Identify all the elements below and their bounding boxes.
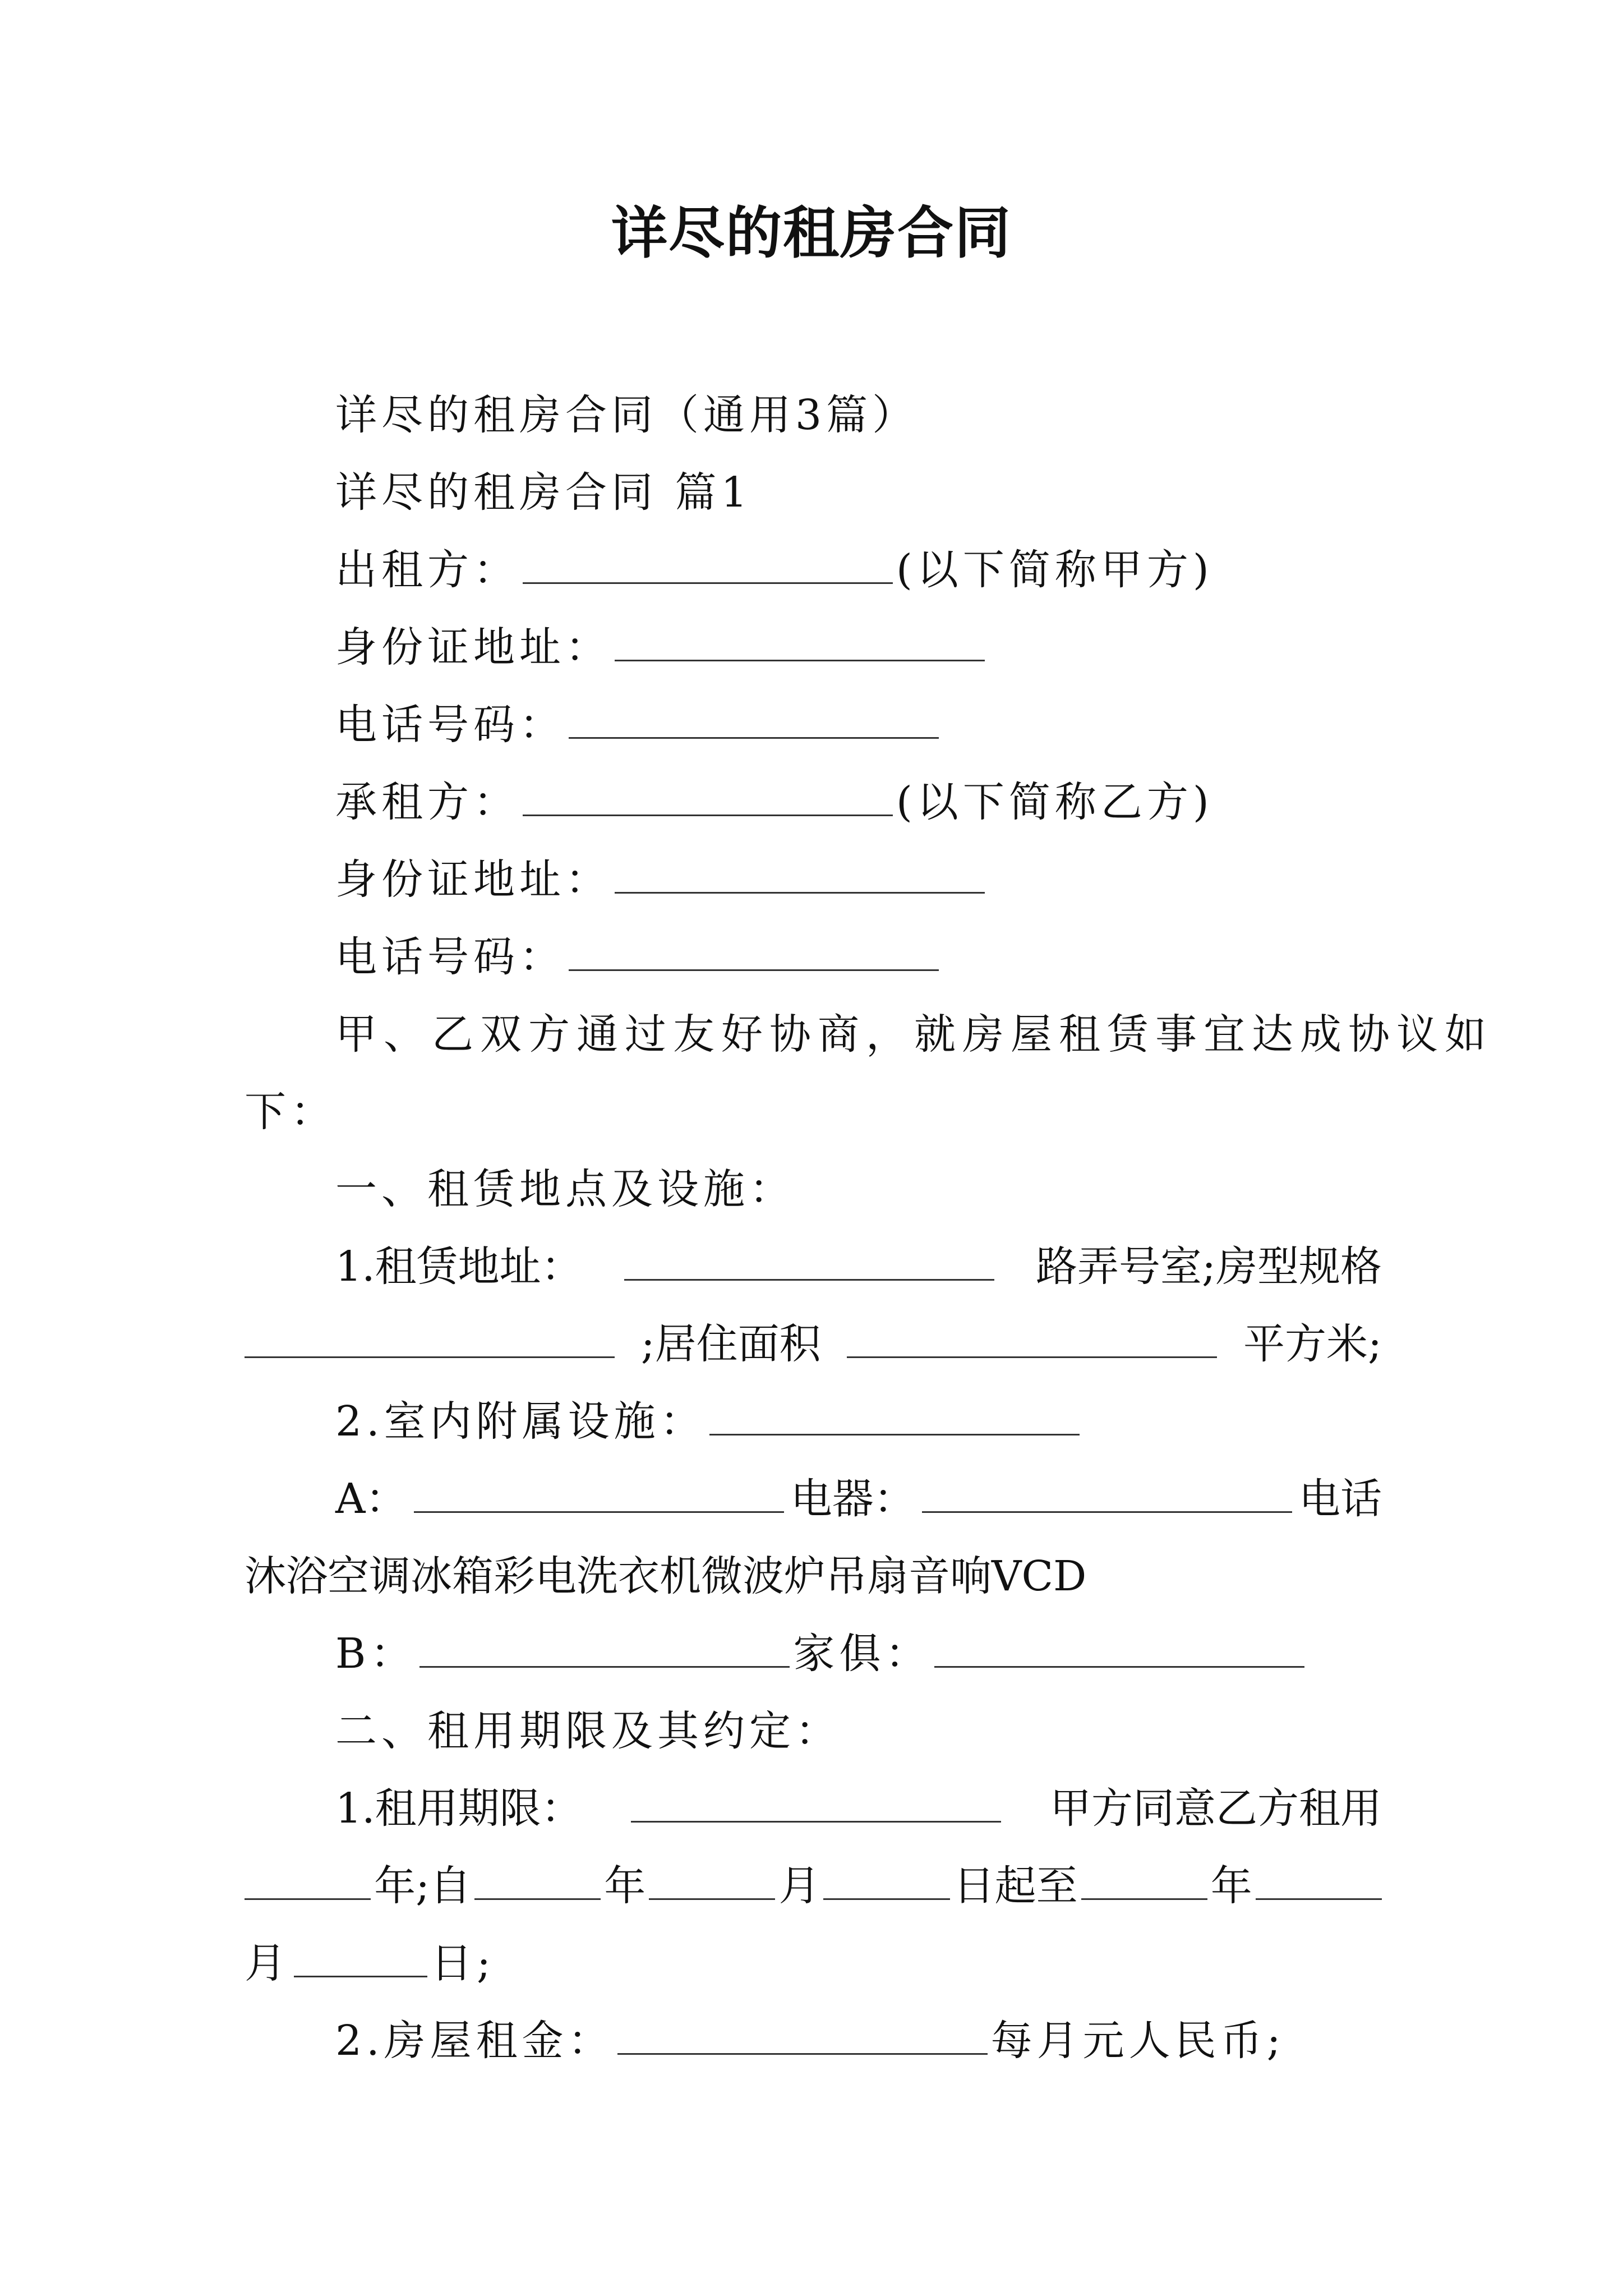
lessor-phone-blank[interactable] [569,701,939,739]
item1-1-cont-line [245,1316,1382,1372]
lessee-label: 承租方： [335,778,519,826]
lessor-suffix: (以下简称甲方) [896,546,1214,594]
rental-address-blank[interactable] [624,1243,994,1281]
lessor-phone-line [335,697,942,753]
living-area-label: ;居住面积 [640,1320,821,1368]
lessor-phone-label: 电话号码： [335,701,565,749]
item-b-label: B： [335,1630,417,1678]
start-day-label: 日起至 [953,1862,1078,1910]
start-month-blank[interactable] [649,1862,775,1900]
end-day-label: 日; [431,1939,495,1987]
end-day-blank[interactable] [294,1940,427,1977]
facilities-label: 2.室内附属设施： [335,1397,706,1446]
item-b-line [335,1626,1308,1682]
lessee-phone-blank[interactable] [569,933,939,971]
lessee-line [335,774,1214,830]
lessee-phone-line [335,929,942,985]
appliances-blank[interactable] [922,1475,1292,1513]
lessor-name-blank[interactable] [523,546,893,584]
rental-address-label: 1.租赁地址： [335,1243,583,1291]
start-month-label: 月 [778,1862,820,1910]
item-a-blank[interactable] [414,1475,784,1513]
lessor-id-address-label: 身份证地址： [335,623,611,671]
lessee-id-address-line [335,852,988,908]
living-area-unit: 平方米; [1243,1320,1382,1368]
rent-blank[interactable] [617,2017,988,2055]
item2-2-line [335,2013,1285,2069]
lessee-name-blank[interactable] [523,779,893,816]
living-area-blank[interactable] [847,1320,1217,1358]
end-year-label: 年 [1210,1862,1252,1910]
lessee-id-address-label: 身份证地址： [335,855,611,904]
section-heading: 详尽的租房合同 篇1 [335,468,752,517]
lessor-label: 出租方： [335,546,519,594]
appliances-list: 沐浴空调冰箱彩电洗衣机微波炉吊扇音响VCD [245,1552,1087,1600]
room-type-blank[interactable] [245,1320,615,1358]
lease-term-end: 甲方同意乙方租用 [1049,1784,1382,1833]
start-year-label: 年 [604,1862,646,1910]
lessor-line [335,542,1214,598]
lessee-phone-label: 电话号码： [335,933,565,981]
end-month-label: 月 [245,1939,291,1987]
lease-term-blank[interactable] [631,1785,1001,1823]
phone-label: 电话 [1298,1475,1382,1523]
item-a-line [335,1471,1382,1527]
rental-address-mid: 路弄号室;房型规格 [1036,1243,1382,1291]
part2-heading: 二、租用期限及其约定： [335,1707,841,1755]
lessor-id-address-blank[interactable] [615,624,985,661]
end-month-blank[interactable] [1256,1862,1382,1900]
facilities-blank[interactable] [709,1398,1080,1435]
intro-line: 详尽的租房合同（通用3篇） [335,391,919,439]
item1-2-line [335,1393,1083,1450]
rent-unit: 每月元人民币; [990,2017,1285,2065]
agreement-intro-line-1: 甲、乙双方通过友好协商，就房屋租赁事宜达成协议如 [335,1010,1493,1059]
item-a-label: A： [335,1475,407,1523]
part1-heading: 一、租赁地点及设施： [335,1165,795,1213]
item2-1-line [335,1780,1382,1837]
lessee-id-address-blank[interactable] [615,856,985,894]
start-day-blank[interactable] [823,1862,949,1900]
term-end-line [245,1935,495,1991]
start-year-blank[interactable] [474,1862,601,1900]
furniture-label: 家俱： [793,1630,932,1678]
appliances-label: 电器： [790,1475,915,1523]
term-years-blank[interactable] [245,1862,371,1900]
lessee-suffix: (以下简称乙方) [896,778,1214,826]
end-year-blank[interactable] [1081,1862,1207,1900]
item-b-blank[interactable] [419,1630,790,1668]
term-year-from-label: 年;自 [374,1862,472,1910]
rent-label: 2.房屋租金： [335,2017,614,2065]
document-title: 详尽的租房合同 [611,200,1012,266]
furniture-blank[interactable] [934,1630,1304,1668]
item1-1-line [335,1239,1382,1295]
agreement-intro-line-2: 下： [245,1088,336,1136]
lease-term-label: 1.租用期限： [335,1784,583,1833]
lessor-id-address-line [335,619,988,675]
term-dates-line [245,1858,1382,1914]
